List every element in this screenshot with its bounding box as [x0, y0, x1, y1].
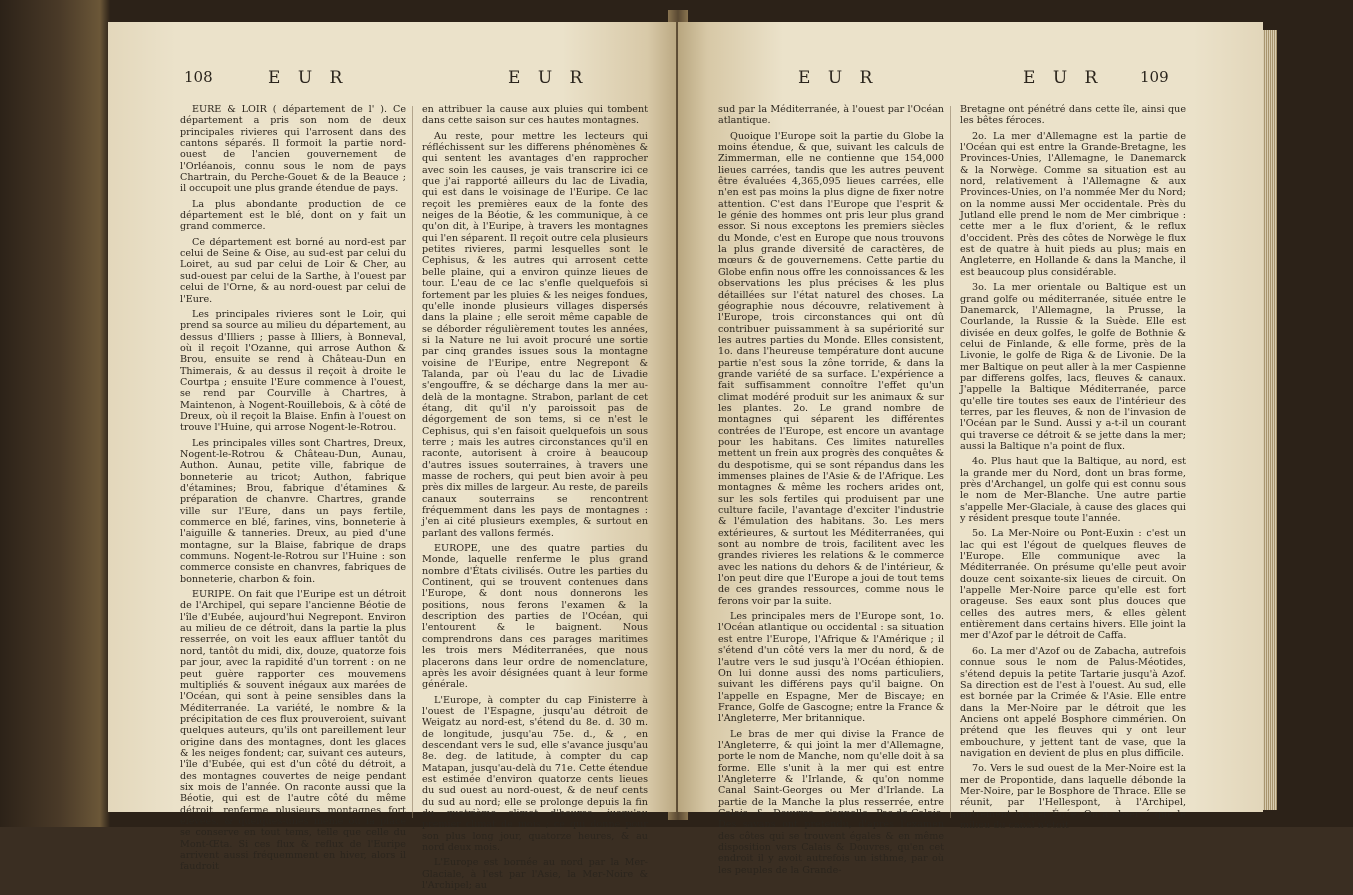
- left-column-1: [180, 104, 406, 877]
- column-divider: [950, 106, 951, 818]
- paragraph: 3o. La mer orientale ou Baltique est un grand golfe ou méditerranée, située entre le Danemarck, l'Allemagne, la Prusse, la Courlande, la Russie & la Suède. Elle est divisée en deux golfes, le golfe de Bothnie & celui de Finlande, & elle forme, près de la Livonie, le golfe de Riga & de Livonie. De la mer Baltique on peut aller à la mer Caspienne par differens golfes, lacs, fleuves & canaux. J'appelle la Baltique Méditerranée, parce qu'elle tire toutes ses eaux de l'intérieur des terres, par les fleuves, & non de l'invasion de l'Océan par le Sund. Aussi y a-t-il un courant qui traverse ce détroit & se jette dans la mer; aussi la Baltique n'a point de flux.: [960, 282, 1186, 452]
- paragraph: EURIPE. On fait que l'Euripe est un détroit de l'Archipel, qui separe l'ancienne Béotie de l'île d'Eubée, aujourd'hui Negrepont. Environ au milieu de ce détroit, dans la partie la plus resserrée, on voit les eaux affluer tantôt du nord, tantôt du midi, dix, douze, quatorze fois par jour, avec la rapidité d'un torrent : on ne peut guère rapporter ces mouvemens multipliés & souvent inégaux aux marées de l'Océan, qui sont à peine sensibles dans la Méditerranée. La variété, le nombre & la précipitation de ces flux prouveroient, suivant quelques auteurs, qu'ils ont pareillement leur origine dans des montagnes, dont les glaces & les neiges fondent; car, suivant ces auteurs, l'île d'Eubée, qui est d'un côté du détroit, a des montagnes couvertes de neige pendant six mois de l'année. On raconte aussi que la Béotie, qui est de l'autre côté du même détroit, renferme plusieurs montagnes fort élevées, & quelques-unes même où la place se conserve en tout tems, telle que celle du Mont-Œta. Si ces flux & reflux de l'Euripe arrivent aussi fréquemment en hiver, alors il faudroit: [180, 589, 406, 873]
- right-running-head-1: E U R: [798, 68, 879, 88]
- paragraph: EURE & LOIR ( département de l' ). Ce département a pris son nom de deux principales rivieres qui l'arrosent dans des cantons séparés. Il formoit la partie nord-ouest de l'ancien gouvernement de l'Orléanois, connu sous le nom de pays Chartrain, du Perche-Gouet & de la Beauce ; il occupoit une plus grande étendue de pays.: [180, 104, 406, 195]
- right-page-number: 109: [1140, 68, 1169, 86]
- paragraph: Les principales mers de l'Europe sont, 1o. l'Océan atlantique ou occidental : sa situation est entre l'Europe, l'Afrique & l'Amérique ; il s'étend d'un côté vers la mer du nord, & de l'autre vers le sud jusqu'à l'Océan éthiopien. On lui donne aussi des noms particuliers, suivant les différens pays qu'il baigne. On l'appelle en Espagne, Mer de Biscaye; en France, Golfe de Gascogne; entre la France & l'Angleterre, Mer britannique.: [718, 611, 944, 725]
- paragraph: 7o. Vers le sud ouest de la Mer-Noire est la mer de Propontide, dans laquelle débonde la Mer-Noire, par le Bosphore de Thrace. Elle se réunit, par l'Hellespont, à l'Archipel, autrement la mer Égée. On a observé que le milieu du canal n'étoit: [960, 763, 1186, 831]
- paragraph: Bretagne ont pénétré dans cette île, ainsi que les bêtes féroces.: [960, 104, 1186, 127]
- left-page: [108, 22, 676, 892]
- left-running-head-2: E U R: [508, 68, 589, 88]
- paragraph: Au reste, pour mettre les lecteurs qui réfléchissent sur les differens phénomènes & qui sentent les avantages d'en rapprocher avec soin les causes, je vais transcrire ici ce que j'ai rapporté ailleurs du lac de Livadia, qui est dans le voisinage de l'Euripe. Ce lac reçoit les premières eaux de la fonte des neiges de la Béotie, & les communique, à ce qu'on dit, à l'Euripe, à travers les montagnes qui l'en séparent. Il reçoit outre cela plusieurs petites rivieres, parmi lesquelles sont le Cephisus, & les autres qui arrosent cette belle plaine, qui a environ quinze lieues de tour. L'eau de ce lac s'enfle quelquefois si fortement par les pluies & les neiges fondues, qu'elle inonde plusieurs villages dispersés dans la plaine ; elle seroit même capable de se déborder régulièrement toutes les années, si la Nature ne lui avoit procuré une sortie par cinq grandes issues sous la montagne voisine de l'Euripe, entre Negrepont & Talanda, par où l'eau du lac de Livadie s'engouffre, & se décharge dans la mer au-delà de la montagne. Strabon, parlant de cet étang, dit qu'il n'y paroissoit pas de dégorgement de son tems, si ce n'est le Cephisus, qui s'en faisoit quelquefois un sous terre ; mais les autres circonstances qu'il en raconte, autorisent à croire à beaucoup d'autres issues souterraines, à travers une masse de rochers, qui peut bien avoir à peu près dix milles de largeur. Au reste, de pareils canaux souterrains se rencontrent fréquemment dans les pays de montagnes : j'en ai cité plusieurs exemples, & surtout en parlant des vallons fermés.: [422, 130, 648, 539]
- right-page: [678, 22, 1263, 876]
- paragraph: sud par la Méditerranée, à l'ouest par l'Océan atlantique.: [718, 104, 944, 127]
- paragraph: Le bras de mer qui divise la France de l'Angleterre, & qui joint la mer d'Allemagne, porte le nom de Manche, nom qu'elle doit à sa forme. Elle s'unit à la mer qui est entre l'Angleterre & l'Irlande, & qu'on nomme Canal Saint-Georges ou Mer d'Irlande. La partie de la Manche la plus resserrée, entre Calais & Douvres, s'appelle Pas-de-Calais. Des savans ont prétendu, d'après l'examen des côtes qui se trouvent égales & en même disposition vers Calais & Douvres, qu'en cet endroit il y avoit autrefois un isthme, par où les peuples de la Grande-: [718, 728, 944, 876]
- right-column-1: [718, 104, 944, 880]
- right-running-head-2: E U R: [1023, 68, 1104, 88]
- paragraph: en attribuer la cause aux pluies qui tombent dans cette saison sur ces hautes montagnes.: [422, 104, 648, 127]
- paragraph: Les principales villes sont Chartres, Dreux, Nogent-le-Rotrou & Château-Dun, Aunau, Authon. Aunau, petite ville, fabrique de bonneterie au tricot; Authon, fabrique d'étamines; Brou, fabrique d'étamines & préparation de chanvre. Chartres, grande ville sur l'Eure, dans un pays fertile, commerce en blé, farines, vins, bonneterie à l'aiguille & tanneries. Dreux, au pied d'une montagne, sur la Blaise, fabrique de draps communs. Nogent-le-Rotrou sur l'Huine : son commerce consiste en chanvres, fabriques de bonneterie, charbon & foin.: [180, 437, 406, 585]
- paragraph: 6o. La mer d'Azof ou de Zabacha, autrefois connue sous le nom de Palus-Méotides, s'étend depuis la petite Tartarie jusqu'à Azof. Sa direction est de l'est à l'ouest. Au sud, elle est bornée par la Crimée & l'Asie. Elle entre dans la Mer-Noire par le détroit que les Anciens ont appelé Bosphore cimmérien. On prétend que les fleuves qui y ont leur embouchure, y jettent tant de vase, que la navigation en devient de plus en plus difficile.: [960, 645, 1186, 759]
- paragraph: Quoique l'Europe soit la partie du Globe la moins étendue, & que, suivant les calculs de Zimmerman, elle ne contienne que 154,000 lieues carrées, tandis que les autres peuvent être évaluées 4,365,095 lieues carrées, elle n'en est pas moins la plus digne de fixer notre attention. C'est dans l'Europe que l'esprit & le génie des hommes ont pris leur plus grand essor. Si nous exceptons les premiers siècles du Monde, c'est en Europe que nous trouvons la plus grande diversité de caractères, de mœurs & de gouvernemens. Cette partie du Globe enfin nous offre les connoissances & les observations les plus précises & les plus détaillées sur l'état naturel des choses. La géographie nous découvre, relativement à l'Europe, trois circonstances qui ont dû contribuer puissamment à sa supériorité sur les autres parties du Monde. Elles consistent, 1o. dans l'heureuse température dont aucune partie n'est sous la zône torride, & dans la grande variété de sa surface. L'expérience a fait suffisamment connoître l'effet qu'un climat modéré produit sur les animaux & sur les plantes. 2o. Le grand nombre de montagnes qui séparent les différentes contrées de l'Europe, est encore un avantage pour les habitans. Ces limites naturelles mettent un frein aux progrès des conquêtes & du despotisme, qui se sont répandus dans les immenses plaines de l'Asie & de l'Afrique. Les montagnes & même les rochers arides ont, sur les sols fertiles qui produisent par une culture facile, l'avantage d'exciter l'industrie & l'émulation des habitans. 3o. Les mers extérieures, & surtout les Méditerranées, qui sont au nombre de trois, facilitent avec les grandes rivieres les relations & le commerce avec les nations du dehors & de l'intérieur, & l'on peut dire que l'Europe a joui de tout tems de ces grandes ressources, comme nous le ferons voir par la suite.: [718, 130, 944, 607]
- paragraph: Ce département est borné au nord-est par celui de Seine & Oise, au sud-est par celui du Loiret, au sud par celui de Loir & Cher, au sud-ouest par celui de la Sarthe, à l'ouest par celui de l'Orne, & au nord-ouest par celui de l'Eure.: [180, 236, 406, 305]
- column-divider: [412, 106, 413, 818]
- left-page-number: 108: [184, 68, 213, 86]
- paragraph: L'Europe est bornée au nord par la Mer-Glaciale, à l'est par l'Asie, la Mer-Noire & l'Archipel; au: [422, 857, 648, 892]
- right-column-2: [960, 104, 1186, 835]
- left-column-2: [422, 104, 648, 895]
- paragraph: 5o. La Mer-Noire ou Pont-Euxin : c'est un lac qui est l'égout de quelques fleuves de l'Europe. Elle communique avec la Méditerranée. On présume qu'elle peut avoir douze cent soixante-six lieues de circuit. On l'appelle Mer-Noire parce qu'elle est fort orageuse. Ses eaux sont plus douces que celles des autres mers, & elles gèlent entièrement dans certains hivers. Elle joint la mer d'Azof par le détroit de Caffa.: [960, 528, 1186, 642]
- paragraph: 4o. Plus haut que la Baltique, au nord, est la grande mer du Nord, dont un bras forme, près d'Archangel, un golfe qui est connu sous le nom de Mer-Blanche. Une autre partie s'appelle Mer-Glaciale, à cause des glaces qui y résident presque toute l'année.: [960, 456, 1186, 525]
- paragraph: L'Europe, à compter du cap Finisterre à l'ouest de l'Espagne, jusqu'au détroit de Weigatz au nord-est, s'étend du 8e. d. 30 m. de longitude, jusqu'au 75e. d., & , en descendant vers le sud, elle s'avance jusqu'au 8e. deg. de latitude, à compter du cap Matapan, jusqu'au-delà du 71e. Cette étendue est estimée d'environ quatorze cents lieues du sud ouest au nord-ouest, & de neuf cents du sud au nord; elle se prolonge depuis la fin du quatrième climat d'heures, jusqu'au premier climat de mois ; ce qui donne pour son plus long jour, quatorze heures, & au nord deux mois.: [422, 694, 648, 853]
- paragraph: EUROPE, une des quatre parties du Monde, laquelle renferme le plus grand nombre d'États civilisés. Outre les parties du Continent, qui se trouvent contenues dans l'Europe, & dont nous donnerons les positions, nous ferons l'examen & la description des parties de l'Océan, qui l'entourent & le baignent. Nous comprendrons dans ces parages maritimes les trois mers Méditerranées, que nous placerons dans leur ordre de nomenclature, après les avoir désignées quant à leur forme générale.: [422, 543, 648, 691]
- left-running-head-1: E U R: [268, 68, 349, 88]
- page-edges: [1263, 30, 1277, 810]
- paragraph: 2o. La mer d'Allemagne est la partie de l'Océan qui est entre la Grande-Bretagne, les Provinces-Unies, l'Allemagne, le Danemarck & la Norwège. Comme sa situation est au nord, relativement à l'Allemagne & aux Provinces-Unies, on l'a nommée Mer du Nord; on la nomme aussi Mer occidentale. Près du Jutland elle prend le nom de Mer cimbrique : cette mer a le flux d'orient, & le reflux d'occident. Près des côtes de Norwège le flux est de quatre à huit pieds au plus; mais en Angleterre, en Hollande & dans la Manche, il est beaucoup plus considérable.: [960, 130, 1186, 278]
- paragraph: La plus abondante production de ce département est le blé, dont on y fait un grand commerce.: [180, 198, 406, 233]
- paragraph: Les principales rivieres sont le Loir, qui prend sa source au milieu du département, au dessus d'Illiers ; passe à Illiers, à Bonneval, où il reçoit l'Ozanne, qui arrose Authon & Brou, ensuite se rend à Château-Dun en Thimerais, & au dessus il reçoit à droite le Courtpa ; ensuite l'Eure commence à l'ouest, se rend par Courville à Chartres, à Maintenon, à Nogent-Rouillebois, & à côté de Dreux, où il reçoit la Blaise. Enfin à l'ouest on trouve l'Huine, qui arrose Nogent-le-Rotrou.: [180, 308, 406, 434]
